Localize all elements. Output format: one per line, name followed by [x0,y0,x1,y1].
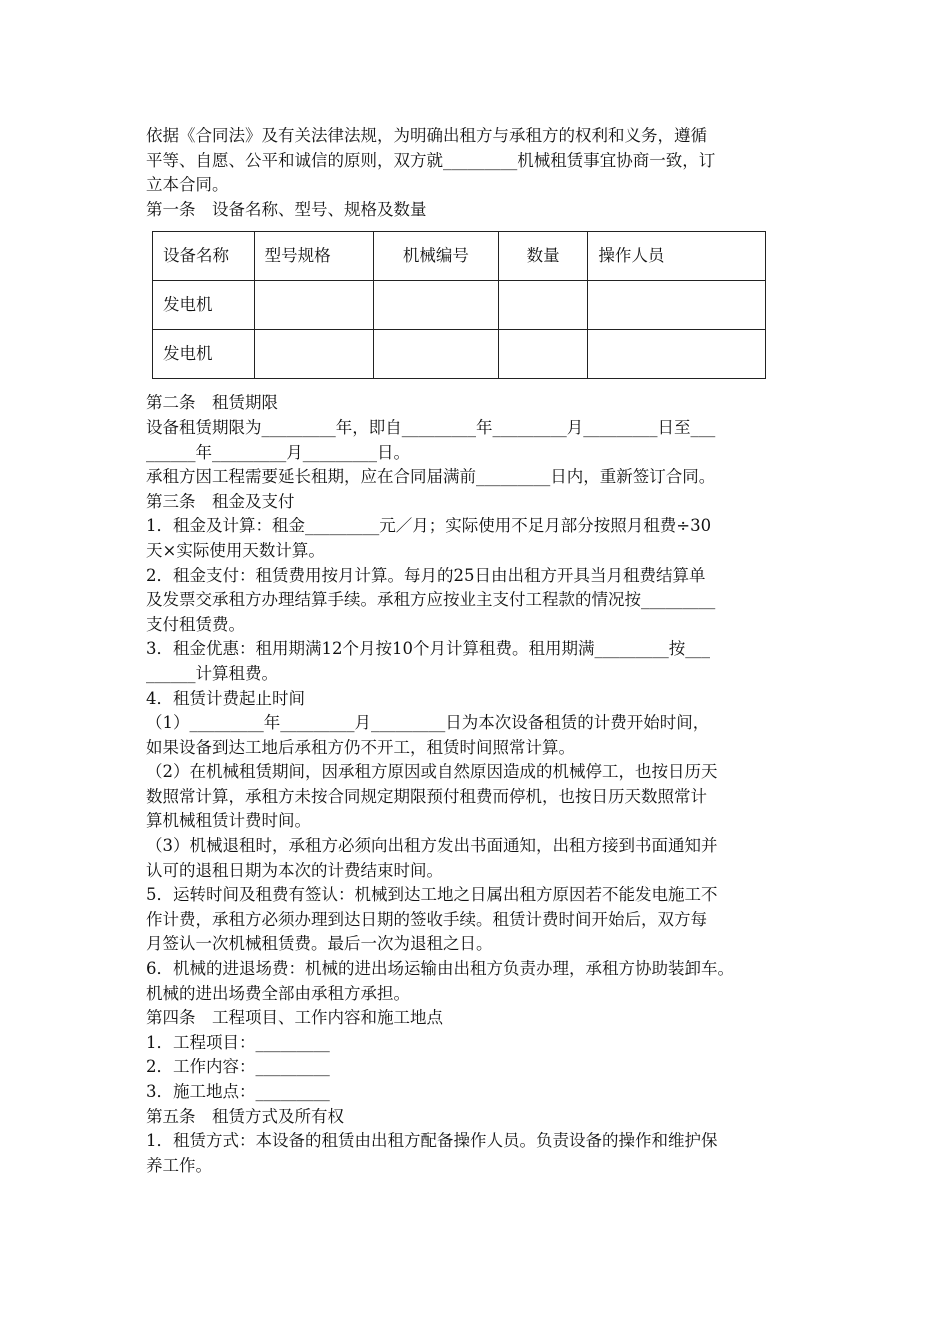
article5-line: 1．租赁方式：本设备的租赁由出租方配备操作人员。负责设备的操作和维护保 [146,1131,718,1151]
header-quantity: 数量 [499,232,588,281]
article2-line: 承租方因工程需要延长租期，应在合同届满前_________日内，重新签订合同。 [146,467,716,487]
article3-line: 数照常计算，承租方未按合同规定期限预付租费而停机，也按日历天数照常计 [146,786,707,806]
cell-equipment-name: 发电机 [153,281,255,330]
equipment-table-wrap [152,231,826,379]
article3-line: 4．租赁计费起止时间 [146,688,305,708]
intro-line: 依据《合同法》及有关法律法规，为明确出租方与承租方的权利和义务，遵循 [146,126,707,145]
article3-line: 作计费，承租方必须办理到达日期的签收手续。租赁计费时间开始后，双方每 [146,909,707,929]
article1-title: 第一条 设备名称、型号、规格及数量 [146,199,427,219]
article2-line: 设备租赁期限为_________年，即自_________年_________月_________日至___ [146,417,716,437]
article2-line: ______年_________月_________日。 [146,442,410,462]
article3-line: （2）在机械租赁期间，因承租方原因或自然原因造成的机械停工，也按日历天 [146,762,718,782]
article3-line: 1．租金及计算：租金_________元／月；实际使用不足月部分按照月租费÷30 [146,516,712,536]
intro-line: 平等、自愿、公平和诚信的原则，双方就_________机械租赁事宜协商一致，订 [146,150,716,170]
equipment-table [152,231,766,379]
article3-line: 天×实际使用天数计算。 [146,540,325,560]
article3-line: 如果设备到达工地后承租方仍不开工，租赁时间照常计算。 [146,737,575,757]
article3-line: ______计算租费。 [146,663,278,683]
article3-line: （3）机械退租时，承租方必须向出租方发出书面通知，出租方接到书面通知并 [146,836,718,856]
header-operator: 操作人员 [588,232,766,281]
article3-line: 2．租金支付：租赁费用按月计算。每月的25日由出租方开具当月租费结算单 [146,565,706,585]
header-machine-number: 机械编号 [373,232,498,281]
header-equipment-name: 设备名称 [153,232,255,281]
cell-model-spec [254,281,373,330]
article3-line: 机械的进出场费全部由承租方承担。 [146,983,410,1003]
header-model-spec: 型号规格 [254,232,373,281]
article3-line: 月签认一次机械租赁费。最后一次为退租之日。 [146,934,493,954]
cell-machine-number [373,281,498,330]
article2-title: 第二条 租赁期限 [146,393,278,413]
cell-machine-number [373,330,498,379]
cell-operator [588,330,766,379]
intro-line: 立本合同。 [146,175,229,195]
article3-line: 认可的退租日期为本次的计费结束时间。 [146,860,443,880]
article3-line: 支付租赁费。 [146,614,245,634]
cell-equipment-name: 发电机 [153,330,255,379]
table-header-row [153,232,766,281]
article3-line: 及发票交承租方办理结算手续。承租方应按业主支付工程款的情况按_________ [146,590,716,610]
article4-title: 第四条 工程项目、工作内容和施工地点 [146,1008,443,1028]
article4-line: 2．工作内容：_________ [146,1057,330,1077]
article5-title: 第五条 租赁方式及所有权 [146,1106,344,1126]
article3-title: 第三条 租金及支付 [146,491,295,511]
article3-line: 3．租金优惠：租用期满12个月按10个月计算租费。租用期满_________按___ [146,639,710,659]
table-row [153,330,766,379]
article3-line: （1）_________年_________月_________日为本次设备租赁的计费开始时间， [146,713,710,733]
cell-operator [588,281,766,330]
article5-line: 养工作。 [146,1155,212,1175]
article3-line: 算机械租赁计费时间。 [146,811,311,831]
article3-line: 6．机械的进退场费：机械的进出场运输由出租方负责办理，承租方协助装卸车。 [146,959,734,979]
article4-line: 1．工程项目：_________ [146,1032,330,1052]
article3-line: 5．运转时间及租费有签认：机械到达工地之日属出租方原因若不能发电施工不 [146,885,718,905]
contract-page [146,124,826,1178]
cell-model-spec [254,330,373,379]
table-row [153,281,766,330]
cell-quantity [499,281,588,330]
article4-line: 3．施工地点：_________ [146,1082,330,1101]
cell-quantity [499,330,588,379]
